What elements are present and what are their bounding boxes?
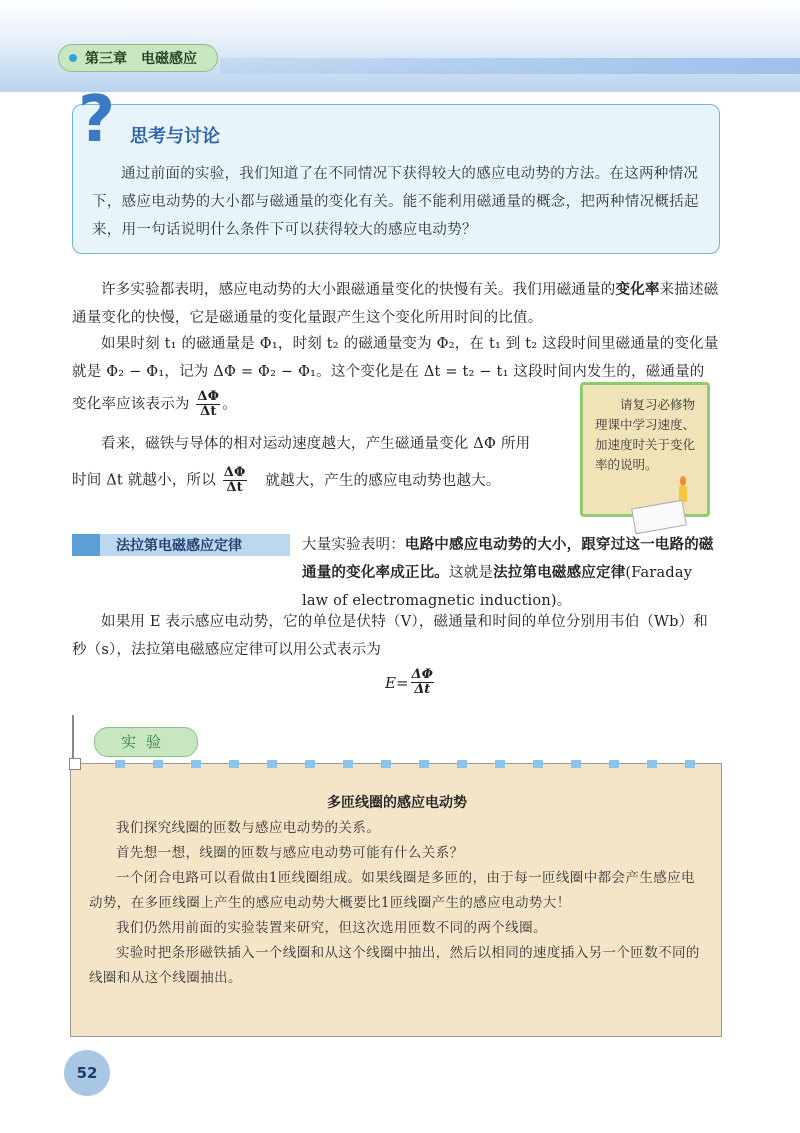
side-note-text: 请复习必修物理课中学习速度、加速度时关于变化率的说明。 xyxy=(595,397,696,472)
experiment-paragraph: 我们仍然用前面的实验装置来研究，但这次选用匝数不同的两个线圈。 xyxy=(116,920,547,936)
faraday-law-label: 法拉第电磁感应定律 xyxy=(72,534,290,556)
law-text-c: 这就是 xyxy=(449,565,494,581)
experiment-label: 实验 xyxy=(94,727,198,757)
p3-text-c: 就越大，产生的感应电动势也越大。 xyxy=(265,472,501,489)
side-note-board xyxy=(580,382,710,517)
law-line xyxy=(72,531,720,615)
header-strip xyxy=(220,58,800,74)
chapter-topic: 电磁感应 xyxy=(141,51,197,67)
law-p2: 如果用 E 表示感应电动势，它的单位是伏特（V），磁通量和时间的单位分别用韦伯（Wb）和秒（s），法拉第电磁感应定律可以用公式表示为 xyxy=(72,614,709,658)
paragraph-faraday-law xyxy=(72,531,720,615)
fraction-numerator: ΔΦ xyxy=(197,389,220,404)
experiment-paragraph: 实验时把条形磁铁插入一个线圈和从这个线圈中抽出，然后以相同的速度插入另一个匝数不同的线圈和从这个线圈抽出。 xyxy=(89,945,700,986)
p2-text-b: 变化率应该表示为 xyxy=(72,396,190,413)
dotted-border xyxy=(71,760,723,768)
paragraph-speed xyxy=(72,430,572,495)
law-text-a: 大量实验表明： xyxy=(302,537,405,553)
rate-fraction xyxy=(196,390,220,419)
experiment-title: 多匝线圈的感应电动势 xyxy=(327,795,467,811)
p1-text-c: 来描述磁通量变化的快慢，它是磁通量的变化量跟产生这个变化所用时间的比值。 xyxy=(72,282,719,326)
paper-icon xyxy=(631,500,687,535)
question-mark-icon: ? xyxy=(78,83,116,157)
formula-fraction xyxy=(411,668,434,697)
formula-denominator: Δt xyxy=(414,682,431,697)
think-box-title: 思考与讨论 xyxy=(130,126,220,147)
corner-marker xyxy=(69,758,81,770)
header-band xyxy=(0,0,800,92)
law-english: (Faraday law of electromagnetic induction)。 xyxy=(302,565,693,609)
experiment-paragraph: 首先想一想，线圈的匝数与感应电动势可能有什么关系？ xyxy=(116,845,464,861)
p3-text-b: 时间 Δt 就越小，所以 xyxy=(72,472,216,489)
p3-text-a: 看来，磁铁与导体的相对运动速度越大，产生磁通量变化 ΔΦ 所用 xyxy=(101,436,531,452)
fraction-numerator-2: ΔΦ xyxy=(223,465,246,480)
p2-text-c: 。 xyxy=(222,396,237,413)
chapter-number: 第三章 xyxy=(85,51,127,67)
law-statement: 电路中感应电动势的大小，跟穿过这一电路的磁通量的变化率成正比。 xyxy=(302,536,714,581)
law-name: 法拉第电磁感应定律 xyxy=(493,564,626,581)
fraction-denominator: Δt xyxy=(200,404,217,419)
p1-text-a: 许多实验都表明，感应电动势的大小跟磁通量变化的快慢有关。我们用磁通量的 xyxy=(101,282,616,298)
chapter-label xyxy=(58,44,218,72)
p3-line-2 xyxy=(72,466,572,495)
experiment-box xyxy=(70,763,722,1037)
bullet-icon xyxy=(69,54,77,62)
flame-icon xyxy=(680,476,686,486)
faraday-formula xyxy=(385,668,436,697)
experiment-text xyxy=(89,816,705,991)
think-box-text: 通过前面的实验，我们知道了在不同情况下获得较大的感应电动势的方法。在这两种情况下，感应电动势的大小都与磁通量的变化有关。能不能利用磁通量的概念，把两种情况概括起来，用一句话说明什么条件下可以获得较大的感应电动势？ xyxy=(92,166,699,238)
p2-text-a: 如果时刻 t₁ 的磁通量是 Φ₁，时刻 t₂ 的磁通量变为 Φ₂，在 t₁ 到 t₂ 这段时间里磁通量的变化量就是 Φ₂ − Φ₁，记为 ΔΦ = Φ₂ − Φ₁。这个变化是在 Δt = t₂ − t₁ 这段时间内发生的，磁通量的 xyxy=(72,336,719,380)
experiment-section xyxy=(70,715,722,1037)
paragraph-rate-intro xyxy=(72,276,720,332)
fraction-denominator-2: Δt xyxy=(226,480,243,495)
paragraph-unit xyxy=(72,608,720,664)
rate-fraction-2 xyxy=(223,466,247,495)
page-number: 52 xyxy=(64,1050,110,1096)
formula-numerator: ΔΦ xyxy=(411,667,433,682)
formula-lhs: E= xyxy=(385,673,409,692)
experiment-paragraph: 我们探究线圈的匝数与感应电动势的关系。 xyxy=(116,820,381,836)
p1-term-rate: 变化率 xyxy=(615,281,660,298)
experiment-paragraph: 一个闭合电路可以看做由1匝线圈组成。如果线圈是多匝的，由于每一匝线圈中都会产生感应电动势，在多匝线圈上产生的感应电动势大概要比1匝线圈产生的感应电动势大！ xyxy=(89,870,695,911)
